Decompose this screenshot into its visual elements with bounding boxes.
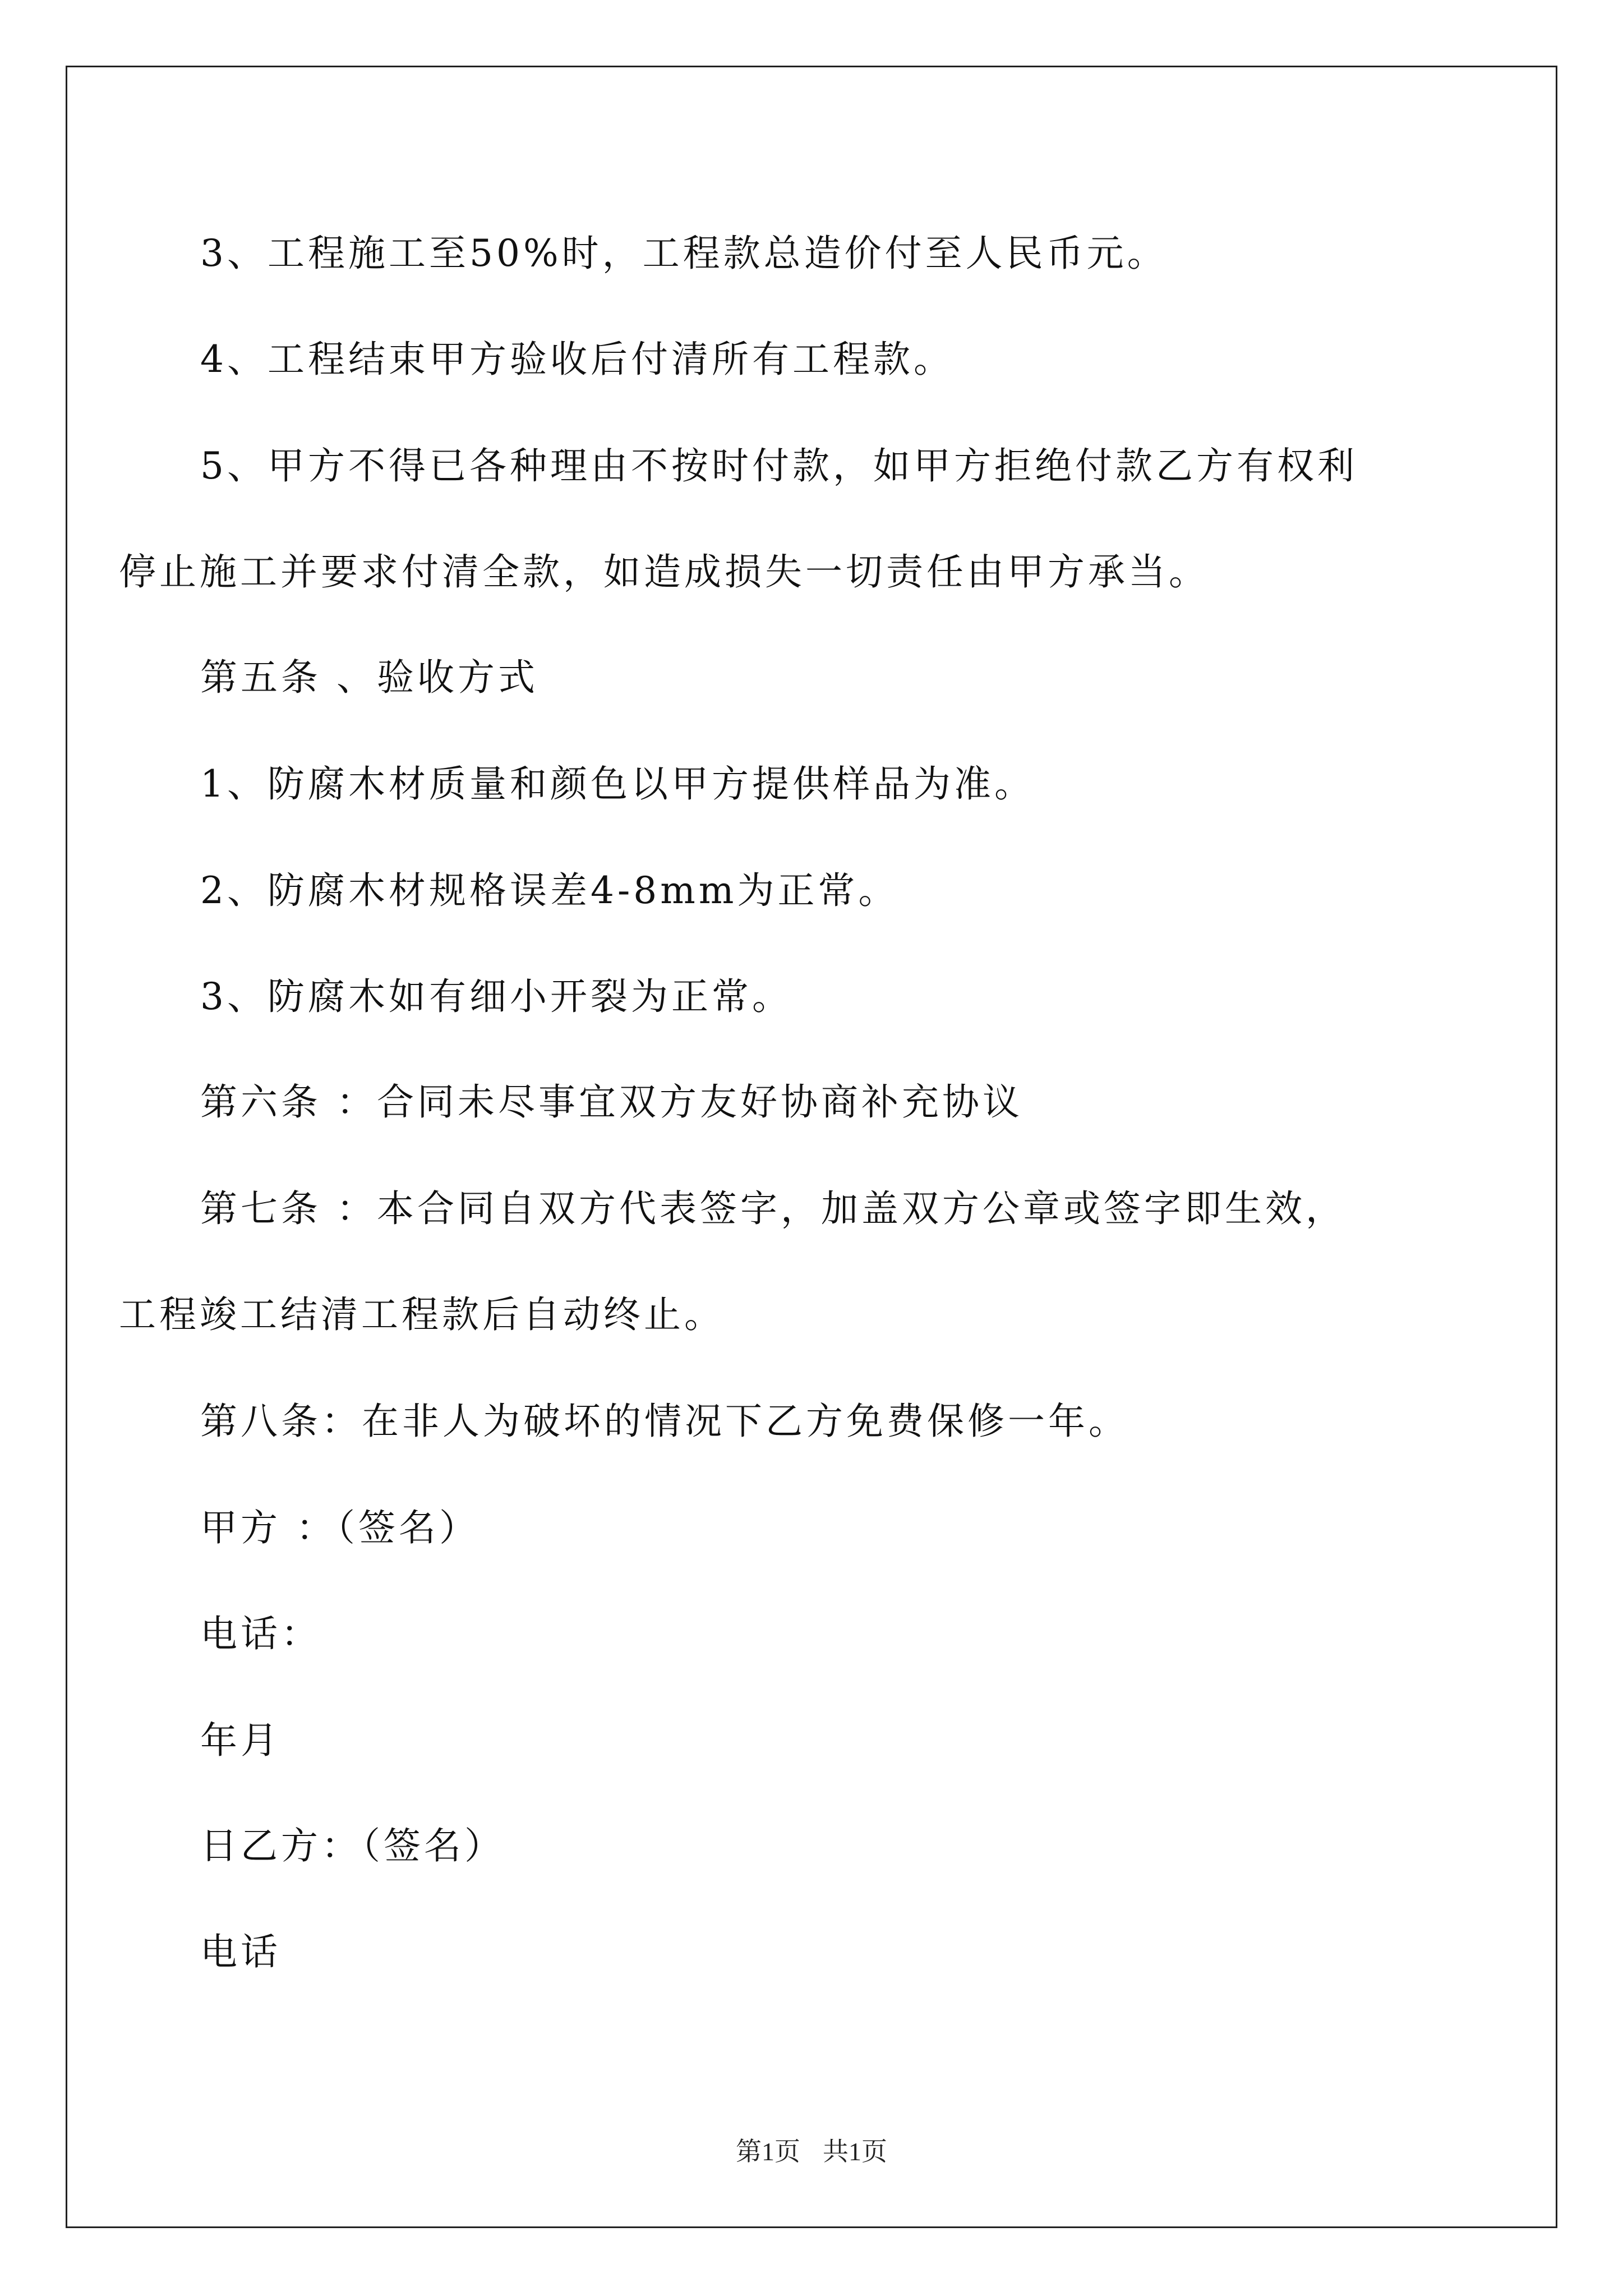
party-b-signature: 日乙方：（签名） [200, 1824, 505, 1867]
paragraph-acceptance-2: 2、防腐木材规格误差4-8mm为正常。 [200, 869, 899, 912]
party-b-phone: 电话 [200, 1930, 281, 1973]
page-border [66, 66, 1557, 2228]
page-footer [0, 2136, 1623, 2168]
paragraph-acceptance-3: 3、防腐木如有细小开裂为正常。 [200, 975, 792, 1018]
paragraph-article-7-continued: 工程竣工结清工程款后自动终止。 [119, 1293, 725, 1336]
page-number-current: 第1页 [736, 2137, 800, 2166]
paragraph-late-payment: 5、甲方不得已各种理由不按时付款，如甲方拒绝付款乙方有权利 [200, 444, 1358, 487]
heading-article-6: 第六条 ：合同未尽事宜双方友好协商补充协议 [200, 1080, 1023, 1124]
party-a-signature: 甲方 ：（签名） [200, 1506, 479, 1549]
paragraph-payment-50-percent: 3、工程施工至50%时，工程款总造价付至人民币元。 [200, 232, 1168, 275]
paragraph-acceptance-1: 1、防腐木材质量和颜色以甲方提供样品为准。 [200, 762, 1035, 806]
party-a-phone: 电话： [200, 1612, 321, 1655]
party-a-date: 年月 [200, 1719, 281, 1762]
heading-article-7: 第七条 ：本合同自双方代表签字，加盖双方公章或签字即生效， [200, 1187, 1346, 1230]
paragraph-late-payment-continued: 停止施工并要求付清全款，如造成损失一切责任由甲方承当。 [119, 550, 1209, 593]
page-number-total: 共1页 [823, 2137, 887, 2166]
heading-article-5: 第五条 、验收方式 [200, 656, 538, 699]
paragraph-final-payment: 4、工程结束甲方验收后付清所有工程款。 [200, 338, 954, 381]
heading-article-8: 第八条：在非人为破坏的情况下乙方免费保修一年。 [200, 1400, 1129, 1443]
